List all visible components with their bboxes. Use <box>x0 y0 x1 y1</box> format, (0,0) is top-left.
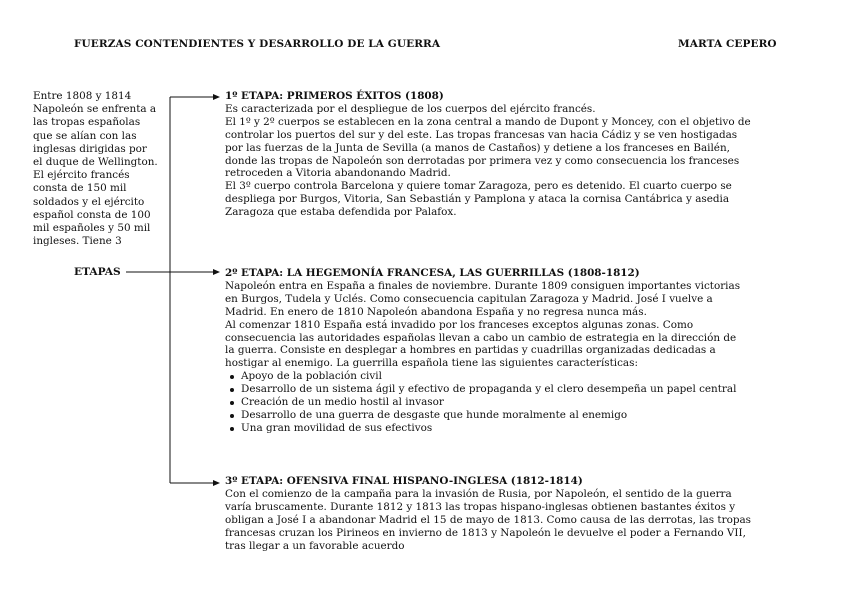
stage-2-line: Napoleón entra en España a finales de noviembre. Durante 1809 consiguen importantes victorias <box>225 279 741 292</box>
stage-1-title: 1º ETAPA: PRIMEROS ÉXITOS (1808) <box>225 90 444 102</box>
stage-3-line: tras llegar a un favorable acuerdo <box>225 539 405 552</box>
stage-2-title: 2º ETAPA: LA HEGEMONÍA FRANCESA, LAS GUERRILLAS (1808-1812) <box>225 267 640 279</box>
arrowhead-stage-2 <box>213 269 220 275</box>
intro-text: Entre 1808 y 1814 Napoleón se enfrenta a las tropas españolas que se alían con las inglesas dirigidas por el duque de Wellington. El ejército francés consta de 150 mil soldados y el ejército español consta de 100 mil españoles y 50 mil ingleses. Tiene 3 <box>33 90 158 248</box>
stage-2-line: Madrid. En enero de 1810 Napoleón abandona España y no regresa nunca más. <box>225 305 647 318</box>
stage-1-line: El 1º y 2º cuerpos se establecen en la zona central a mando de Dupont y Moncey, con el objetivo de <box>225 115 751 128</box>
stage-1-line: despliega por Burgos, Vitoria, San Sebastián y Pamplona y ataca la cornisa Cantábrica y asedia <box>225 193 730 206</box>
document-title: FUERZAS CONTENDIENTES Y DESARROLLO DE LA GUERRA <box>74 38 441 50</box>
stage-1-line: controlar los puertos del sur y del este. Las tropas francesas van hacia Cádiz y se ven hostigadas <box>225 128 738 141</box>
list-item: Desarrollo de un sistema ágil y efectivo de propaganda y el clero desempeña un papel central <box>225 383 785 396</box>
stage-3-line: obligan a José I a abandonar Madrid el 15 de mayo de 1813. Como causa de las derrotas, las tropas <box>225 513 752 526</box>
etapas-label: ETAPAS <box>74 266 121 278</box>
stage-1-line: Zaragoza que estaba defendida por Palafox. <box>225 206 457 219</box>
stage-2-line: consecuencia las autoridades españolas llevan a cabo un cambio de estrategia en la dirección de <box>225 331 737 344</box>
stage-1-line: retroceden a Vitoria abandonando Madrid. <box>225 167 451 180</box>
stage-2-line: hostigar al enemigo. La guerrilla española tiene las siguientes características: <box>225 357 638 370</box>
arrowhead-stage-3 <box>213 480 220 486</box>
stage-3-line: francesas cruzan los Pirineos en invierno de 1813 y Napoleón le devuelve el poder a Fernando VII, <box>225 526 746 539</box>
guerrilla-characteristics-list <box>225 370 785 435</box>
stage-2-line: en Burgos, Tudela y Uclés. Como consecuencia capitulan Zaragoza y Madrid. José I vuelve a <box>225 292 713 305</box>
document-author: MARTA CEPERO <box>678 38 777 50</box>
stage-1 <box>225 90 785 219</box>
stage-1-line: donde las tropas de Napoleón son derrotadas por primera vez y como consecuencia los franceses <box>225 154 740 167</box>
stage-2 <box>225 267 785 435</box>
list-item: Apoyo de la población civil <box>225 370 785 383</box>
stage-3 <box>225 475 785 552</box>
stage-1-line: por las fuerzas de la Junta de Sevilla (a manos de Castaños) y detiene a los franceses en Bailén, <box>225 141 730 154</box>
arrowhead-stage-1 <box>213 94 220 100</box>
list-item: Una gran movilidad de sus efectivos <box>225 422 785 435</box>
stage-2-line: la guerra. Consiste en desplegar a hombres en partidas y cuadrillas organizadas dedicadas a <box>225 344 716 357</box>
stage-3-line: Con el comienzo de la campaña para la invasión de Rusia, por Napoleón, el sentido de la guerra <box>225 487 732 500</box>
list-item: Creación de un medio hostil al invasor <box>225 396 785 409</box>
list-item: Desarrollo de una guerra de desgaste que hunde moralmente al enemigo <box>225 409 785 422</box>
stage-1-line: El 3º cuerpo controla Barcelona y quiere tomar Zaragoza, pero es detenido. El cuarto cuerpo se <box>225 180 732 193</box>
stage-3-title: 3º ETAPA: OFENSIVA FINAL HISPANO-INGLESA (1812-1814) <box>225 475 583 487</box>
stage-2-line: Al comenzar 1810 España está invadido por los franceses exceptos algunas zonas. Como <box>225 318 694 331</box>
stage-3-line: varía bruscamente. Durante 1812 y 1813 las tropas hispano-inglesas obtienen bastantes éxitos y <box>225 500 736 513</box>
stage-1-line: Es caracterizada por el despliegue de los cuerpos del ejército francés. <box>225 102 596 115</box>
